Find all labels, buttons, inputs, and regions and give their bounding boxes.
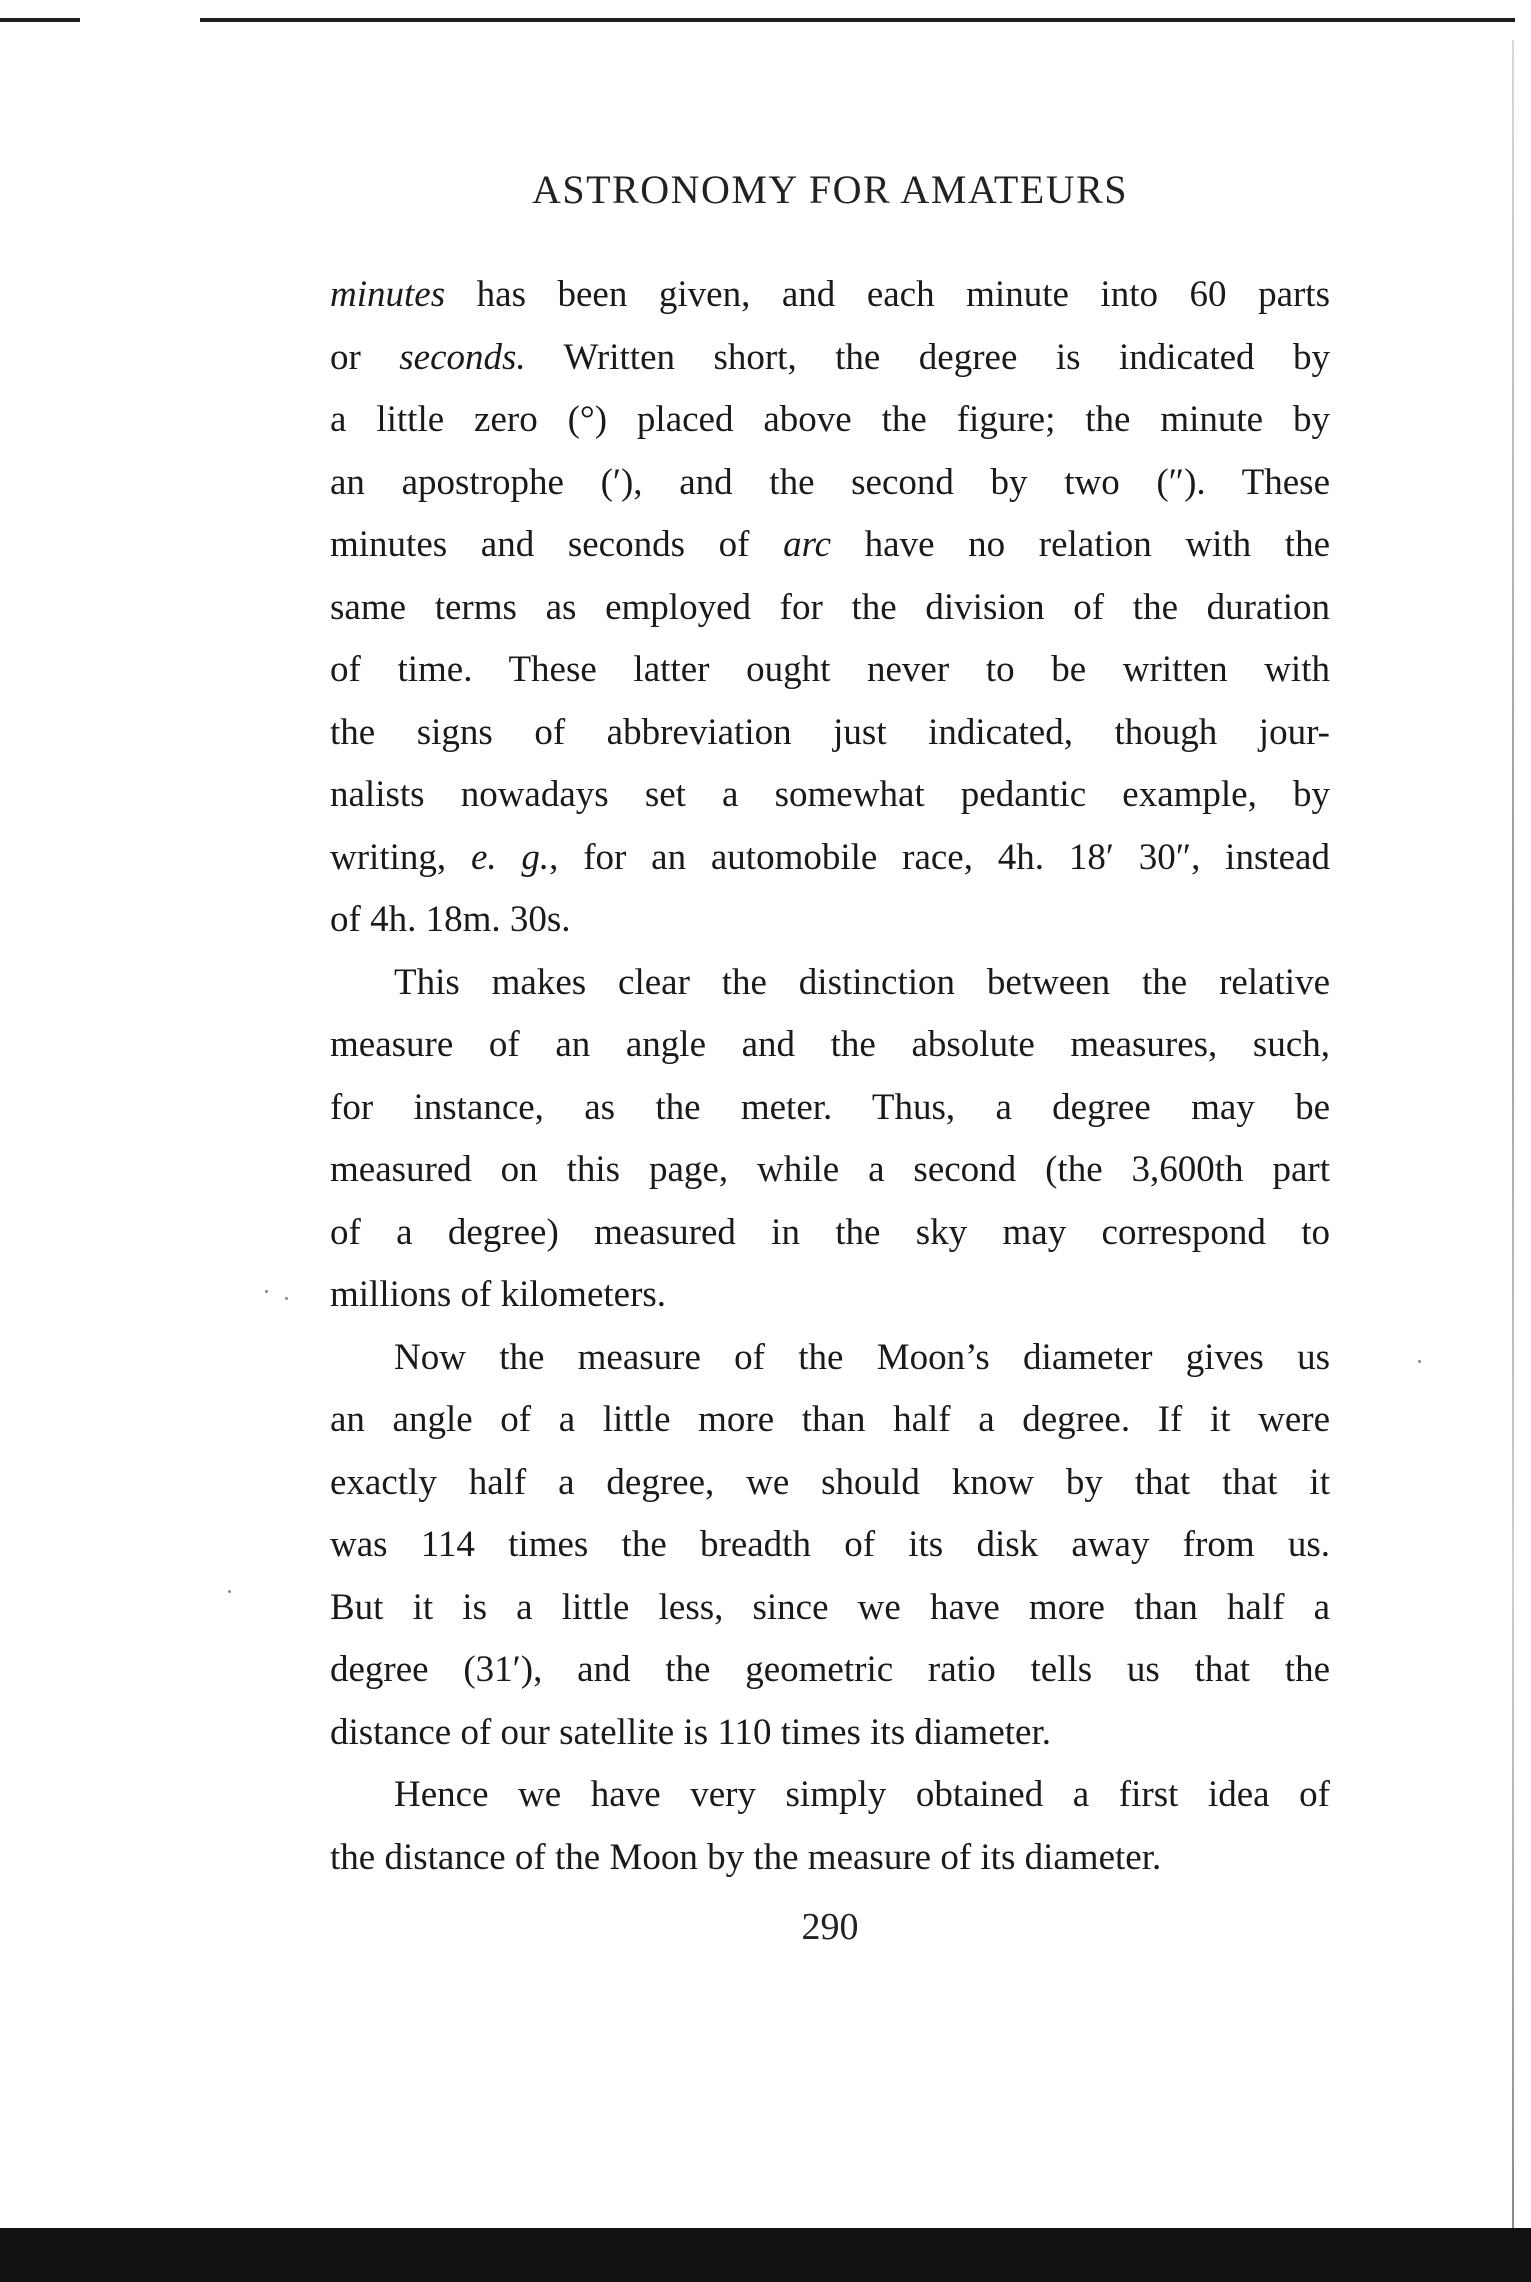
line-segment: , for an automobile race, 4h. 18′ 30″, instead bbox=[549, 836, 1330, 878]
italic-term: e. g. bbox=[470, 836, 550, 878]
text-line bbox=[330, 514, 1330, 577]
text-line: the distance of the Moon by the measure of its diameter. bbox=[330, 1836, 1162, 1878]
text-line: degree (31′), and the geometric ratio tells us that the bbox=[330, 1649, 1330, 1690]
text-line bbox=[330, 264, 1330, 327]
bottom-scan-band bbox=[0, 2228, 1531, 2282]
paragraph-3 bbox=[330, 1327, 1330, 1765]
text-line: for instance, as the meter. Thus, a degree may be bbox=[330, 1086, 1330, 1128]
scan-speck bbox=[285, 1297, 288, 1300]
text-line bbox=[330, 327, 1330, 390]
text-line: measure of an angle and the absolute measures, such, bbox=[330, 1024, 1330, 1065]
line-segment: or bbox=[330, 336, 400, 378]
line-segment: writing, bbox=[330, 836, 471, 878]
line-segment: has been given, and each minute into 60 parts bbox=[445, 274, 1330, 315]
italic-term: minutes bbox=[330, 274, 446, 315]
top-rule bbox=[200, 18, 1515, 22]
top-rule-left-tick bbox=[0, 18, 80, 22]
text-line: of a degree) measured in the sky may correspond to bbox=[330, 1211, 1330, 1253]
text-line: the signs of abbreviation just indicated, though jour- bbox=[330, 711, 1330, 753]
text-line: distance of our satellite is 110 times its diameter. bbox=[330, 1711, 1051, 1753]
text-line: an angle of a little more than half a degree. If it were bbox=[330, 1399, 1330, 1440]
body-text bbox=[330, 264, 1330, 1889]
text-line: of 4h. 18m. 30s. bbox=[330, 899, 571, 940]
text-line: millions of kilometers. bbox=[330, 1274, 667, 1315]
scan-speck bbox=[265, 1290, 268, 1293]
paragraph-1 bbox=[330, 264, 1330, 952]
line-segment: have no relation with the bbox=[831, 524, 1330, 565]
page-right-edge-shadow bbox=[1512, 40, 1514, 2230]
text-line: same terms as employed for the division of the duration bbox=[330, 586, 1330, 628]
page-number: 290 bbox=[801, 1906, 859, 1948]
text-line: measured on this page, while a second (the 3,600th part bbox=[330, 1149, 1330, 1190]
text-line: an apostrophe (′), and the second by two (″). These bbox=[330, 461, 1330, 503]
text-line: Hence we have very simply obtained a first idea of bbox=[394, 1774, 1330, 1815]
text-line: was 114 times the breadth of its disk away from us. bbox=[330, 1524, 1330, 1565]
italic-term: seconds. bbox=[399, 336, 526, 378]
paragraph-4 bbox=[330, 1764, 1330, 1889]
scan-speck bbox=[228, 1590, 231, 1593]
text-line: This makes clear the distinction between the relative bbox=[394, 961, 1330, 1003]
italic-term: arc bbox=[783, 524, 832, 565]
line-segment: Written short, the degree is indicated by bbox=[525, 336, 1330, 378]
running-head: ASTRONOMY FOR AMATEURS bbox=[531, 167, 1129, 212]
line-segment: minutes and seconds of bbox=[330, 524, 784, 565]
text-line: exactly half a degree, we should know by that that it bbox=[330, 1461, 1330, 1503]
text-line: a little zero (°) placed above the figure; the minute by bbox=[330, 399, 1330, 440]
scan-speck bbox=[1418, 1360, 1421, 1363]
text-line: nalists nowadays set a somewhat pedantic example, by bbox=[330, 774, 1330, 815]
text-line: Now the measure of the Moon’s diameter gives us bbox=[394, 1336, 1330, 1378]
text-line: of time. These latter ought never to be written with bbox=[330, 649, 1330, 690]
text-line bbox=[330, 827, 1330, 890]
paragraph-2 bbox=[330, 952, 1330, 1327]
text-line: But it is a little less, since we have more than half a bbox=[330, 1586, 1330, 1628]
